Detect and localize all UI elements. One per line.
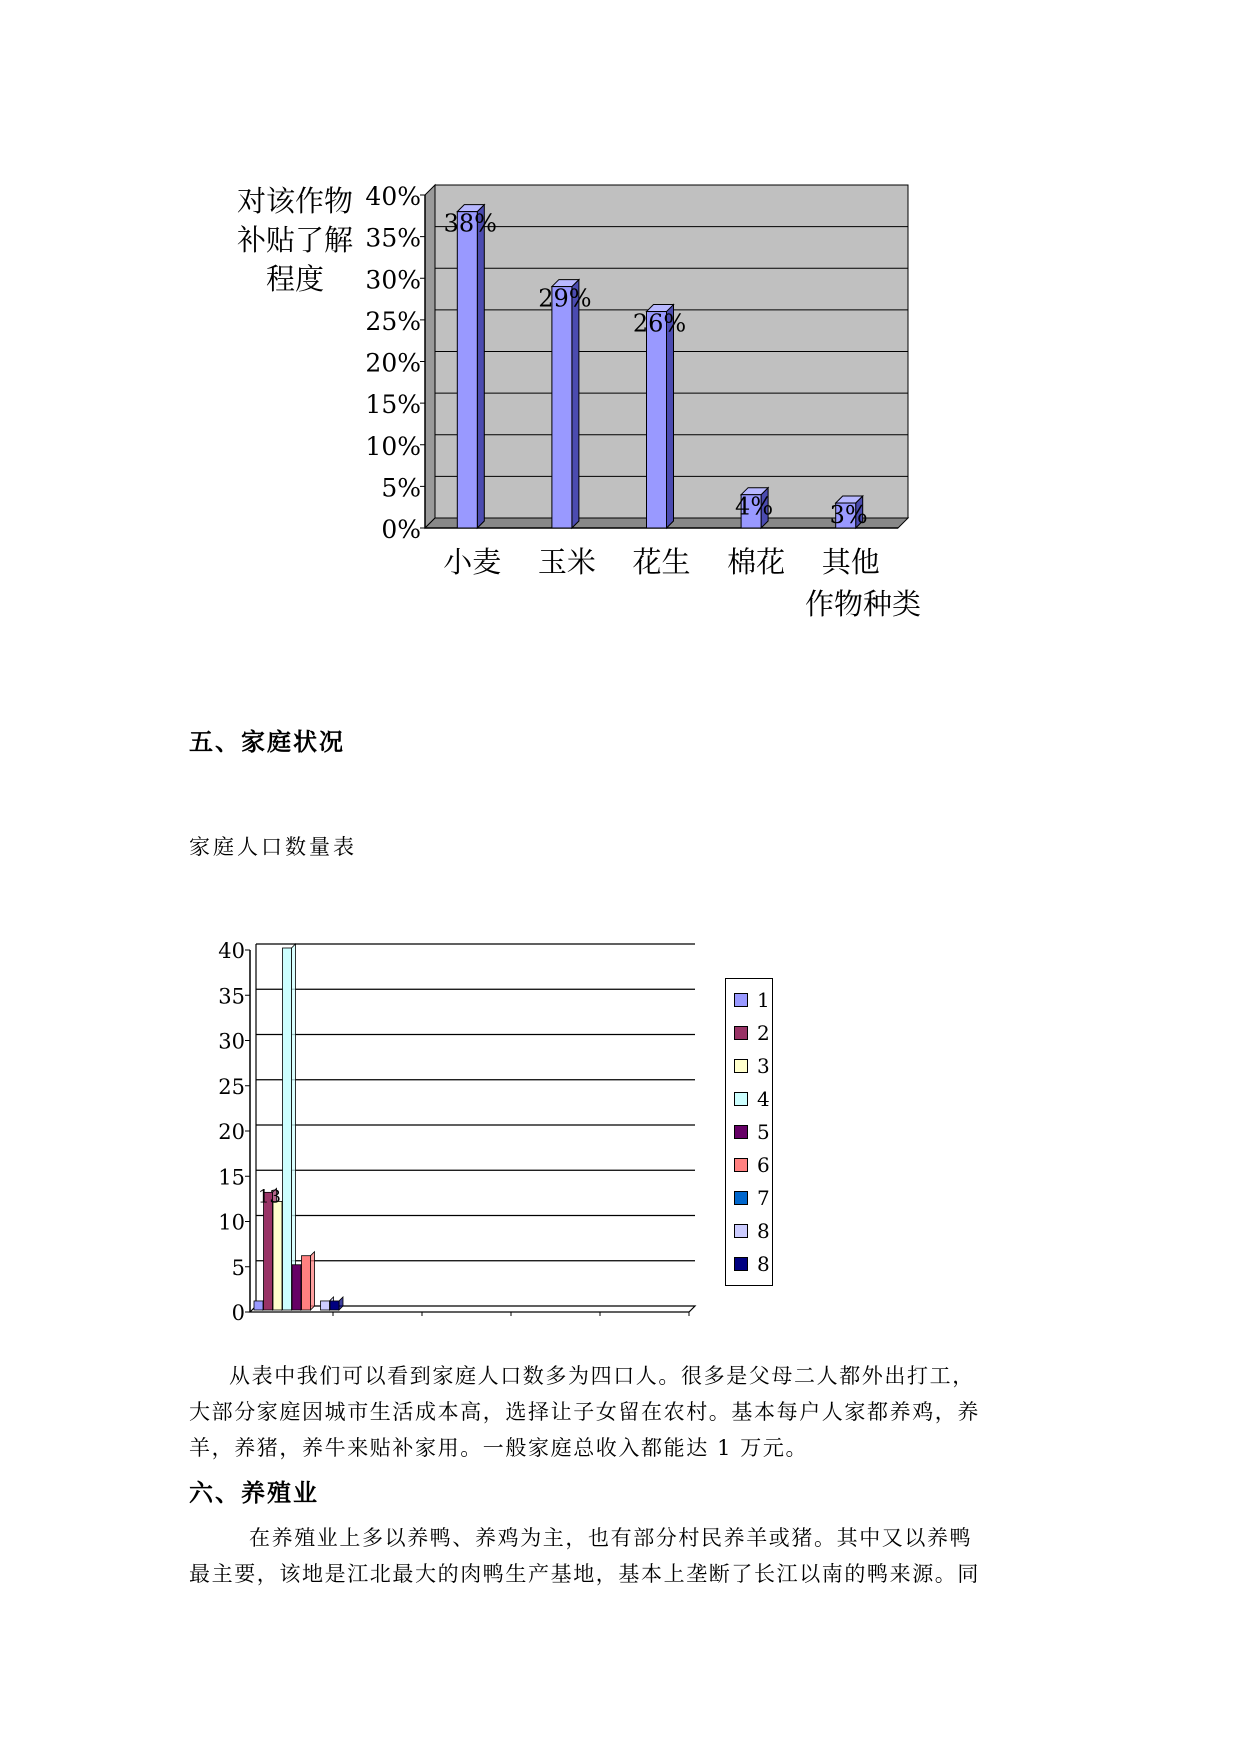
legend-swatch (734, 1125, 748, 1139)
chart1-data-label: 4% (735, 492, 774, 521)
chart1-ytick-label: 10% (365, 431, 421, 461)
chart1-ytick-label: 30% (365, 265, 421, 295)
chart2-bar (330, 1301, 339, 1310)
legend-label: 7 (757, 1186, 770, 1210)
legend-label: 5 (757, 1120, 770, 1144)
paragraph-line-text: 在养殖业上多以养鸭、养鸡为主，也有部分村民养羊或猪。其中又以养鸭 (249, 1526, 973, 1550)
chart1-data-label: 38% (443, 209, 497, 238)
chart1-ytick-label: 15% (365, 390, 421, 420)
chart1-ytick-label: 25% (365, 306, 421, 336)
chart2-bar (283, 948, 292, 1310)
chart1-ytick-label: 35% (365, 223, 421, 253)
paragraph-line (189, 1520, 1059, 1556)
chart2-ytick-label: 35 (218, 984, 245, 1009)
chart2-bar (254, 1301, 263, 1310)
chart2-ytick-label: 0 (231, 1301, 245, 1325)
section-6-heading: 六、养殖业 (189, 1478, 319, 1507)
paragraph-line: 最主要，该地是江北最大的肉鸭生产基地，基本上垄断了长江以南的鸭来源。同 (189, 1562, 980, 1586)
paragraph-line: 羊，养猪，养牛来贴补家用。一般家庭总收入都能达 1 万元。 (189, 1436, 809, 1460)
legend-swatch (734, 1092, 748, 1106)
chart1-category-label: 其他 (821, 545, 880, 579)
chart2-bar (302, 1256, 311, 1310)
chart2-bar (273, 1201, 282, 1310)
chart2-ytick-label: 20 (218, 1120, 245, 1144)
chart2-legend (725, 978, 773, 1286)
chart1-xlabel: 作物种类 (805, 587, 922, 621)
legend-label: 4 (757, 1087, 770, 1111)
chart1-ytick-label: 40% (365, 182, 421, 211)
chart2-caption: 家庭人口数量表 (189, 835, 357, 859)
legend-label: 8 (757, 1219, 770, 1243)
chart2-bar-side (292, 944, 296, 1310)
chart1-ytick-label: 5% (381, 473, 421, 503)
paragraph-line (189, 1358, 1059, 1394)
chart1-category-label: 花生 (632, 545, 691, 579)
chart1-ylabel-line-1: 对该作物 (236, 184, 353, 218)
legend-label: 2 (757, 1021, 770, 1045)
paragraph-household (189, 1358, 1059, 1466)
legend-swatch (734, 1026, 748, 1040)
chart1-ytick-label: 0% (381, 515, 421, 544)
chart1-ylabel-line-3: 程度 (265, 262, 324, 296)
legend-label: 6 (757, 1153, 770, 1177)
chart1-ytick-label: 20% (365, 348, 421, 378)
chart2-ytick-label: 10 (218, 1210, 245, 1235)
chart2-ytick-label: 40 (218, 939, 245, 963)
chart1-ylabel-line-2: 补贴了解 (236, 223, 353, 257)
legend-swatch (734, 1257, 748, 1271)
section-5-heading: 五、家庭状况 (189, 727, 345, 756)
chart2-bar (321, 1301, 330, 1310)
chart2-bar-side (311, 1252, 315, 1310)
paragraph-line-text: 从表中我们可以看到家庭人口数多为四口人。很多是父母二人都外出打工， (229, 1364, 975, 1388)
legend-label: 1 (757, 988, 770, 1012)
chart1-data-label: 3% (829, 501, 868, 530)
legend-swatch (734, 1191, 748, 1205)
chart2-bar (264, 1192, 273, 1310)
legend-swatch (734, 1059, 748, 1073)
chart1-data-label: 29% (538, 284, 592, 313)
chart2-ytick-label: 25 (218, 1074, 245, 1099)
chart1-data-label: 26% (632, 309, 687, 338)
chart2-bar (292, 1265, 301, 1310)
legend-label: 8 (757, 1252, 770, 1276)
chart2-data-label: 13 (258, 1186, 281, 1208)
chart2-ytick-label: 5 (231, 1255, 245, 1280)
chart1-category-label: 小麦 (443, 545, 502, 579)
chart2-ytick-label: 15 (218, 1165, 245, 1190)
legend-swatch (734, 1158, 748, 1172)
legend-swatch (734, 1224, 748, 1238)
paragraph-breeding (189, 1520, 1059, 1592)
chart2-floor (250, 1306, 695, 1312)
chart1-category-label: 玉米 (537, 545, 596, 579)
chart2-ytick-label: 30 (218, 1029, 245, 1054)
legend-label: 3 (757, 1054, 770, 1078)
paragraph-line: 大部分家庭因城市生活成本高，选择让子女留在农村。基本每户人家都养鸡，养 (189, 1400, 980, 1424)
legend-swatch (734, 993, 748, 1007)
chart1-category-label: 棉花 (727, 545, 786, 579)
